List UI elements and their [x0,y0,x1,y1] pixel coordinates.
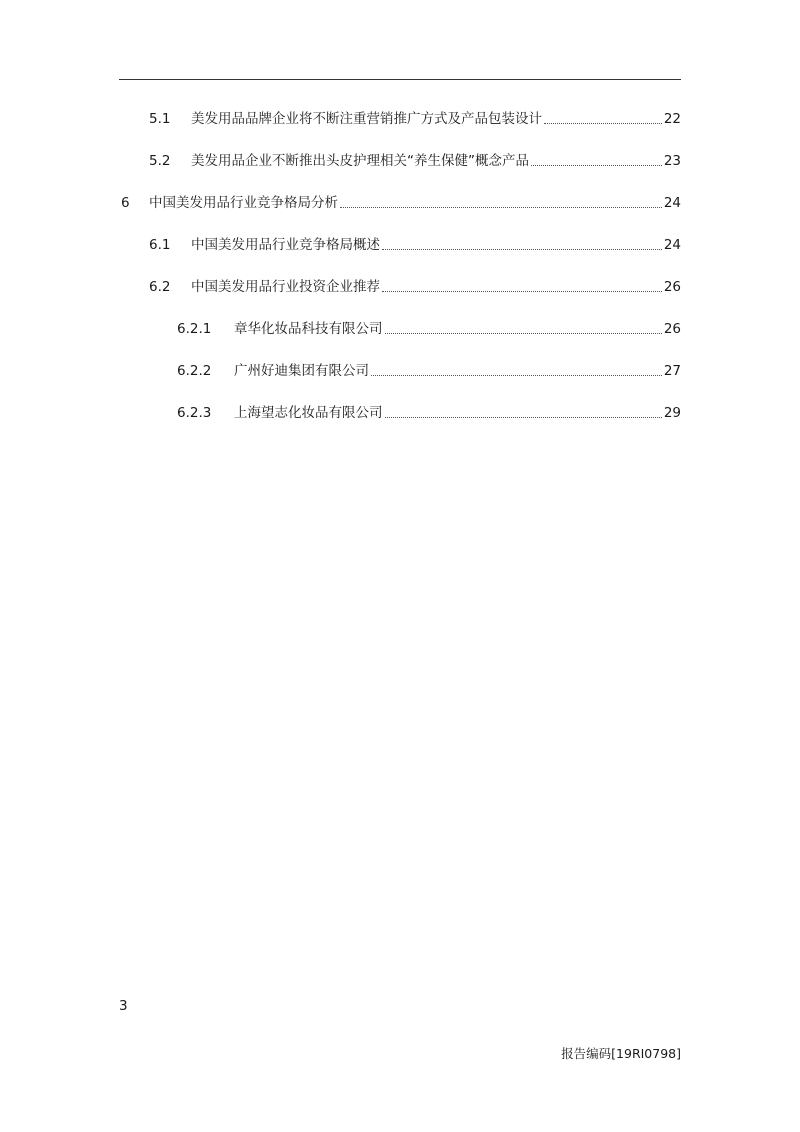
toc-entry-title: 中国美发用品行业竞争格局概述 [191,237,380,253]
toc-entry-title: 中国美发用品行业竞争格局分析 [149,195,338,211]
toc-entry-5-2[interactable] [149,148,681,170]
toc-entry-number: 6.2.1 [177,321,212,337]
toc-entry-page: 26 [663,321,681,337]
toc-entry-page: 23 [663,153,681,169]
toc-entry-title: 美发用品企业不断推出头皮护理相关“养生保健”概念产品 [191,153,529,169]
toc-entry-6-2-2[interactable] [177,358,681,380]
page-number: 3 [119,998,128,1014]
toc-entry-6-1[interactable] [149,232,681,254]
toc-entry-page: 22 [663,111,681,127]
toc-entry-6-2[interactable] [149,274,681,296]
toc-dot-leader [385,333,662,334]
toc-entry-title: 美发用品品牌企业将不断注重营销推广方式及产品包装设计 [191,111,542,127]
toc-entry-6-2-1[interactable] [177,316,681,338]
toc-dot-leader [544,123,662,124]
toc-entry-title: 中国美发用品行业投资企业推荐 [191,279,380,295]
report-code: 报告编码[19RI0798] [561,1046,681,1061]
toc-entry-title: 广州好迪集团有限公司 [234,363,369,379]
toc-dot-leader [531,165,662,166]
toc-entry-5-1[interactable] [149,106,681,128]
toc-entry-page: 24 [663,237,681,253]
toc-entry-6[interactable] [121,190,681,212]
toc-entry-number: 5.1 [149,111,171,127]
toc-entry-number: 6.2.2 [177,363,212,379]
toc-entry-number: 6.2.3 [177,405,212,421]
header-rule [119,79,681,80]
toc-entry-page: 29 [663,405,681,421]
toc-dot-leader [385,417,662,418]
toc-entry-page: 27 [663,363,681,379]
toc-entry-number: 6 [121,195,130,211]
toc-dot-leader [382,249,662,250]
toc-entry-page: 24 [663,195,681,211]
toc-entry-6-2-3[interactable] [177,400,681,422]
toc-entry-title: 章华化妆品科技有限公司 [234,321,383,337]
toc-dot-leader [382,291,662,292]
toc-entry-number: 6.2 [149,279,171,295]
toc-dot-leader [371,375,662,376]
toc-entry-title: 上海望志化妆品有限公司 [234,405,383,421]
toc-entry-page: 26 [663,279,681,295]
toc-entry-number: 5.2 [149,153,171,169]
toc-dot-leader [340,207,662,208]
toc-entry-number: 6.1 [149,237,171,253]
